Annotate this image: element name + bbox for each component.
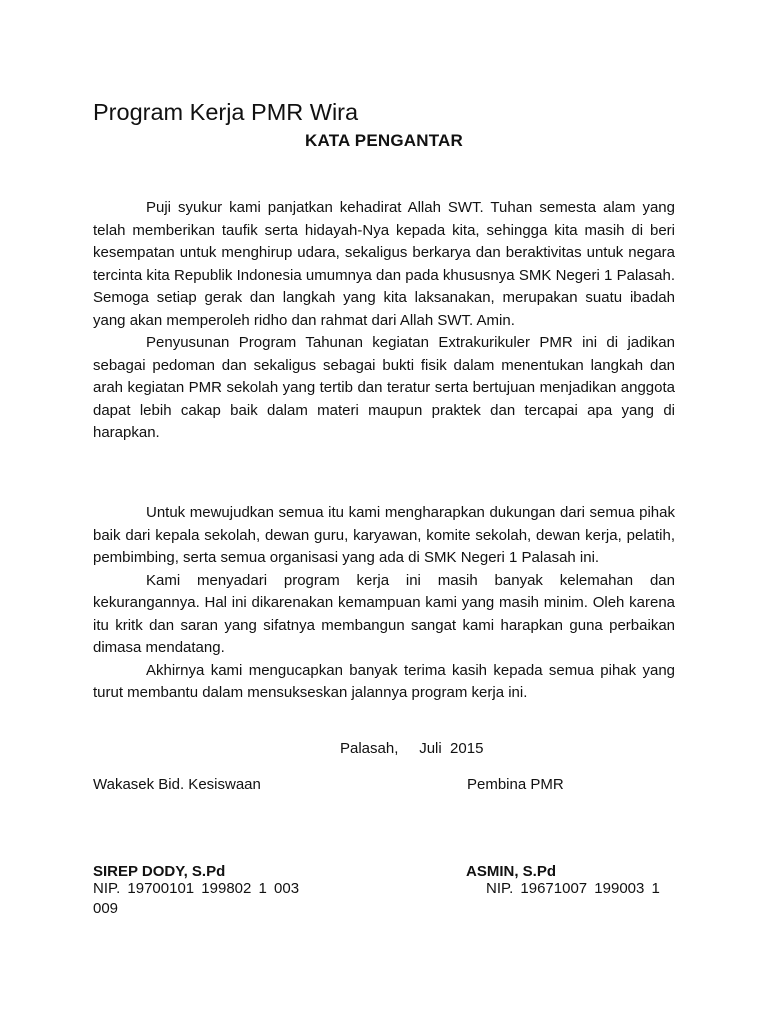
paragraph-3: Untuk mewujudkan semua itu kami mengharapkan dukungan dari semua pihak baik dari kepala sekolah, dewan guru, karyawan, komite sekolah, dewan kerja, pelatih, pembimbing, serta semua organisasi yang ada di SMK Negeri 1 Palasah ini. — [93, 504, 675, 566]
paragraph-4: Kami menyadari program kerja ini masih banyak kelemahan dan kekurangannya. Hal ini dikarenakan kemampuan kami yang masih minim. Oleh karena itu kritk dan saran yang sifatnya membangun sangat kami harapkan guna perbaikan dimasa mendatang. — [93, 571, 675, 656]
signatory-left-name: SIREP DODY, S.Pd — [93, 863, 226, 880]
foreword-body-part-2 — [93, 502, 675, 705]
signatory-left-nip: NIP. 19700101 199802 1 003 009 — [93, 880, 300, 917]
section-heading: KATA PENGANTAR — [305, 131, 463, 150]
signatory-right-role: Pembina PMR — [467, 776, 564, 793]
place-date: Palasah, Juli 2015 — [340, 740, 484, 757]
paragraph-5: Akhirnya kami mengucapkan banyak terima kasih kepada semua pihak yang turut membantu dalam mensukseskan jalannya program kerja ini. — [93, 661, 675, 701]
document-title: Program Kerja PMR Wira — [93, 99, 359, 125]
signatory-left-role: Wakasek Bid. Kesiswaan — [93, 776, 261, 793]
foreword-body-part-1 — [93, 197, 675, 445]
paragraph-2: Penyusunan Program Tahunan kegiatan Extrakurikuler PMR ini di jadikan sebagai pedoman dan sekaligus sebagai bukti fisik dalam menentukan langkah dan arah kegiatan PMR sekolah yang tertib dan teratur serta bertujuan menjadikan anggota dapat lebih cakap baik dalam materi maupun praktek dan tercapai apa yang di harapkan. — [93, 334, 675, 441]
signatory-right-nip: NIP. 19671007 199003 1 — [486, 880, 660, 897]
paragraph-1: Puji syukur kami panjatkan kehadirat Allah SWT. Tuhan semesta alam yang telah memberikan taufik serta hidayah-Nya kepada kita, sehingga kita masih di beri kesempatan untuk menghirup udara, sekaligus berkarya dan beraktivitas untuk negara tercinta kita Republik Indonesia umumnya dan pada khususnya SMK Negeri 1 Palasah. Semoga setiap gerak dan langkah yang kita laksanakan, merupakan suatu ibadah yang akan memperoleh ridho dan rahmat dari Allah SWT. Amin. — [93, 199, 675, 329]
signatory-right-name: ASMIN, S.Pd — [466, 863, 557, 880]
